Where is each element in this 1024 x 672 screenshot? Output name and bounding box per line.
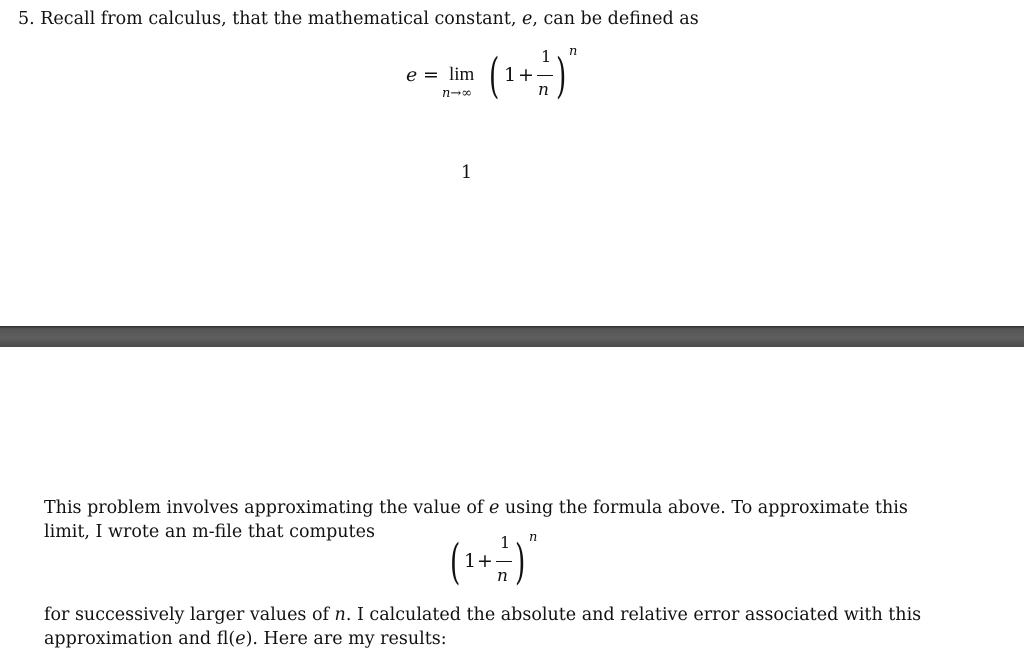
equation-one: 1 [504, 64, 517, 86]
para2-variable: n [334, 605, 346, 625]
paragraph-1-line-1 [44, 496, 908, 520]
paragraph-2-line-2 [44, 627, 447, 651]
fraction-bar [537, 75, 553, 76]
fraction-numerator-2: 1 [500, 533, 511, 552]
left-paren: ( [489, 48, 500, 104]
para2-text-b: . I calculated the absolute and relative error associated with this [345, 605, 922, 625]
equation-plus-2: + [477, 550, 493, 572]
paragraph-2-line-1 [44, 603, 921, 627]
document-page-2 [0, 347, 1024, 672]
problem-intro-variable: e [521, 9, 533, 29]
equation-lhs: e [406, 64, 418, 86]
limit-definition-equation [0, 0, 1024, 110]
limit-subscript: n→∞ [442, 86, 473, 101]
document-page-1 [0, 0, 1024, 326]
problem-intro-prefix: 5. Recall from calculus, that the mathematical constant, [18, 9, 522, 29]
equation-equals: = [423, 64, 439, 86]
limit-operator: lim [449, 64, 475, 85]
paragraph-1-line-2: limit, I wrote an m-file that computes [44, 522, 375, 542]
exponent: n [569, 44, 578, 59]
para2-line2-variable: e [235, 629, 246, 649]
approximation-equation [0, 532, 1024, 597]
para1-text-b: using the formula above. To approximate this [499, 498, 908, 518]
exponent-2: n [529, 530, 538, 545]
right-paren: ) [556, 48, 567, 104]
fraction-numerator: 1 [541, 47, 552, 66]
para2-line2-text-b: ). Here are my results: [245, 629, 447, 649]
fraction-denominator-2: n [497, 566, 508, 586]
fraction-bar-2 [496, 561, 512, 562]
problem-intro-suffix: , can be defined as [532, 9, 699, 29]
page-divider [0, 326, 1024, 347]
equation-one-2: 1 [464, 550, 477, 572]
page-number: 1 [461, 163, 473, 183]
para1-text-a: This problem involves approximating the value of [44, 498, 489, 518]
right-paren-2: ) [515, 534, 526, 590]
para1-variable: e [488, 498, 500, 518]
para2-text-a: for successively larger values of [44, 605, 335, 625]
para2-line2-text-a: approximation and fl( [44, 629, 236, 649]
equation-plus: + [518, 64, 534, 86]
fraction-denominator: n [538, 80, 549, 100]
left-paren-2: ( [450, 534, 461, 590]
